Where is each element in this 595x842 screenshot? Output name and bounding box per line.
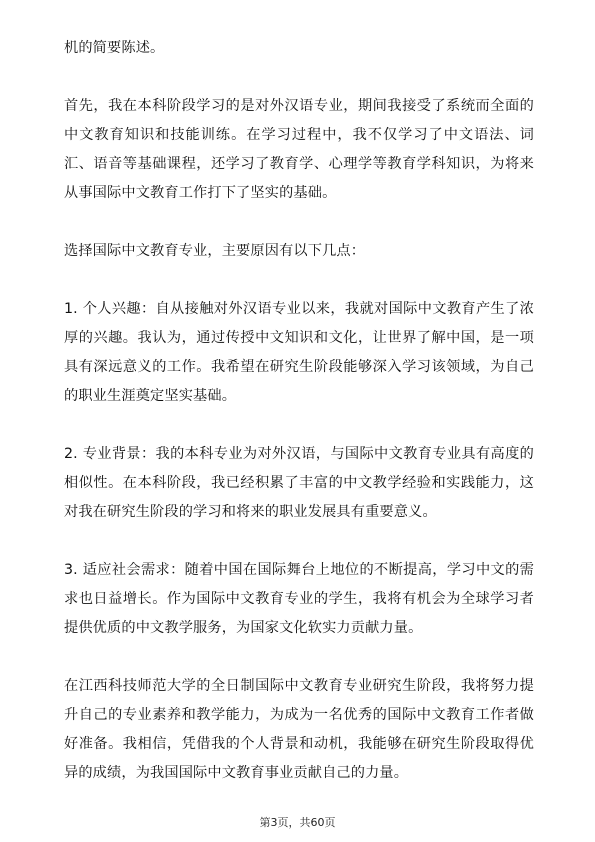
paragraph-gap (64, 411, 534, 440)
paragraph-gap (64, 266, 534, 295)
paragraph-gap (64, 643, 534, 672)
page-number: 第3页，共60页 (259, 816, 336, 829)
paragraph-conclusion: 在江西科技师范大学的全日制国际中文教育专业研究生阶段，我将努力提升自己的专业素养和教学能力，为成为一名优秀的国际中文教育工作者做好准备。我相信，凭借我的个人背景和动机，我能够在研究生阶段取得优异的成绩，为我国国际中文教育事业贡献自己的力量。 (64, 678, 534, 781)
paragraph-gap (64, 527, 534, 556)
paragraph-reasons-intro: 选择国际中文教育专业，主要原因有以下几点： (64, 243, 366, 259)
paragraph-reason-background: 2. 专业背景：我的本科专业为对外汉语，与国际中文教育专业具有高度的相似性。在本科阶段，我已经积累了丰富的中文教学经验和实践能力，这对我在研究生阶段的学习和将来的职业发展具有重要意义。 (64, 446, 534, 520)
paragraph-background: 首先，我在本科阶段学习的是对外汉语专业，期间我接受了系统而全面的中文教育知识和技能训练。在学习过程中，我不仅学习了中文语法、词汇、语音等基础课程，还学习了教育学、心理学等教育学科知识，为将来从事国际中文教育工作打下了坚实的基础。 (64, 98, 534, 201)
paragraph-reason-interest: 1. 个人兴趣：自从接触对外汉语专业以来，我就对国际中文教育产生了浓厚的兴趣。我认为，通过传授中文知识和文化，让世界了解中国，是一项具有深远意义的工作。我希望在研究生阶段能够深入学习该领域，为自己的职业生涯奠定坚实基础。 (64, 301, 534, 404)
paragraph-gap (64, 63, 534, 92)
document-body (64, 34, 534, 788)
paragraph-continuation: 机的简要陈述。 (64, 40, 165, 56)
paragraph-gap (64, 208, 534, 237)
paragraph-reason-demand: 3. 适应社会需求：随着中国在国际舞台上地位的不断提高，学习中文的需求也日益增长。作为国际中文教育专业的学生，我将有机会为全球学习者提供优质的中文教学服务，为国家文化软实力贡献力量。 (64, 562, 534, 636)
